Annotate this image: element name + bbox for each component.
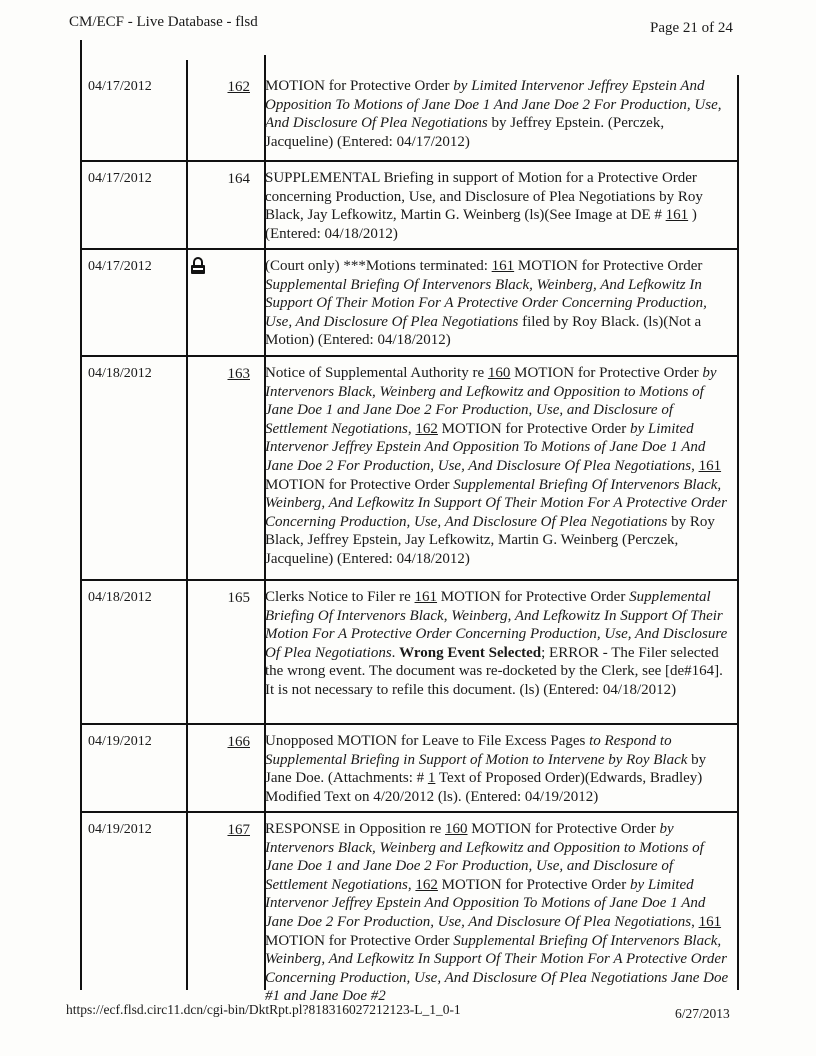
entry-date: 04/19/2012 <box>88 734 152 749</box>
entry-date: 04/19/2012 <box>88 822 152 837</box>
docket-ref-link[interactable]: 1 <box>427 770 436 787</box>
entry-text: MOTION for Protective Order by Limited Intervenor Jeffrey Epstein And Opposition To Motions of Jane Doe 1 And Jane Doe 2 For Production, Use, And Disclosure Of Plea Negotiations by Jeffrey Epstein. (Perczek, Jacqueline) (Entered: 04/17/2012) <box>265 78 722 150</box>
entry-number: 164 <box>227 171 250 187</box>
entry-number: 165 <box>227 590 250 606</box>
entry-date: 04/17/2012 <box>88 259 152 274</box>
docket-ref-link[interactable]: 161 <box>414 589 438 605</box>
page-number: Page 21 of 24 <box>650 20 733 36</box>
entry-number-link[interactable]: 162 <box>227 79 250 95</box>
entry-date: 04/18/2012 <box>88 590 152 605</box>
entry-text: SUPPLEMENTAL Briefing in support of Motion for a Protective Order concerning Production, Use, and Disclosure of Plea Negotiations by Roy Black, Jay Lefkowitz, Martin G. Weinberg (ls)(See Image at DE # 161 ) (Entered: 04/18/2012) <box>265 170 703 242</box>
docket-ref-link[interactable]: 162 <box>415 876 438 893</box>
entry-number-link[interactable]: 167 <box>227 822 250 838</box>
docket-ref-link[interactable]: 160 <box>487 365 511 381</box>
docket-row <box>80 725 738 813</box>
docket-row <box>80 813 738 1005</box>
docket-row <box>80 250 738 357</box>
entry-date: 04/17/2012 <box>88 79 152 94</box>
entry-date: 04/18/2012 <box>88 366 152 381</box>
docket-ref-link[interactable]: 161 <box>698 457 722 474</box>
entry-text: Clerks Notice to Filer re 161 MOTION for Protective Order Supplemental Briefing Of Intervenors Black, Weinberg, And Lefkowitz In Support Of Their Motion For A Protective Order Concerning Production, Use, And Disclosure Of Plea Negotiations. Wrong Event Selected; ERROR - The Filer selected the wrong event. The document was re-docketed by the Clerk, see [de#164]. It is not necessary to refile this document. (ls) (Entered: 04/18/2012) <box>265 589 728 698</box>
entry-text: (Court only) ***Motions terminated: 161 MOTION for Protective Order Supplemental Briefing Of Intervenors Black, Weinberg, And Lefkowitz In Support Of Their Motion For A Protective Order Concerning Production, Use, And Disclosure Of Plea Negotiations filed by Roy Black. (ls)(Not a Motion) (Entered: 04/18/2012) <box>265 258 707 349</box>
docket-ref-link[interactable]: 162 <box>415 420 438 437</box>
docket-row <box>80 70 738 162</box>
footer-url: https://ecf.flsd.circ11.dcn/cgi-bin/DktRpt.pl?818316027212123-L_1_0-1 <box>66 1002 461 1017</box>
entry-text: Notice of Supplemental Authority re 160 MOTION for Protective Order by Intervenors Black, Weinberg and Lefkowitz and Opposition to Motions of Jane Doe 1 and Jane Doe 2 For Production, Use, and Disclosure of Settlement Negotiations, 162 MOTION for Protective Order by Limited Intervenor Jeffrey Epstein And Opposition To Motions of Jane Doe 1 And Jane Doe 2 For Production, Use, And Disclosure Of Plea Negotiations, 161 MOTION for Protective Order Supplemental Briefing Of Intervenors Black, Weinberg, And Lefkowitz In Support Of Their Motion For A Protective Order Concerning Production, Use, And Disclosure Of Plea Negotiations by Roy Black, Jeffrey Epstein, Jay Lefkowitz, Martin G. Weinberg (Perczek, Jacqueline) (Entered: 04/18/2012) <box>265 365 727 567</box>
docket-ref-link[interactable]: 161 <box>491 258 515 274</box>
docket-table <box>80 70 738 1005</box>
entry-number-link[interactable]: 166 <box>227 734 250 750</box>
docket-row <box>80 357 738 581</box>
lock-icon <box>190 257 206 280</box>
entry-number-link[interactable]: 163 <box>227 366 250 382</box>
docket-ref-link[interactable]: 161 <box>698 913 722 930</box>
entry-text: RESPONSE in Opposition re 160 MOTION for Protective Order by Intervenors Black, Weinberg and Lefkowitz and Opposition to Motions of Jane Doe 1 and Jane Doe 2 For Production, Use, and Disclosure of Settlement Negotiations, 162 MOTION for Protective Order by Limited Intervenor Jeffrey Epstein And Opposition To Motions of Jane Doe 1 And Jane Doe 2 For Production, Use, And Disclosure Of Plea Negotiations, 161 MOTION for Protective Order Supplemental Briefing Of Intervenors Black, Weinberg, And Lefkowitz In Support Of Their Motion For A Protective Order Concerning Production, Use, And Disclosure Of Plea Negotiations Jane Doe #1 and Jane Doe #2 <box>265 821 729 1005</box>
docket-row <box>80 162 738 250</box>
entry-number <box>180 250 258 355</box>
page-header-title: CM/ECF - Live Database - flsd <box>69 14 258 30</box>
footer-date: 6/27/2013 <box>675 1006 730 1021</box>
docket-row <box>80 581 738 725</box>
entry-text: Unopposed MOTION for Leave to File Excess Pages to Respond to Supplemental Briefing in Support of Motion to Intervene by Roy Black by Jane Doe. (Attachments: # 1 Text of Proposed Order)(Edwards, Bradley) Modified Text on 4/20/2012 (ls). (Entered: 04/19/2012) <box>265 733 707 805</box>
docket-ref-link[interactable]: 161 <box>665 207 689 224</box>
entry-date: 04/17/2012 <box>88 171 152 186</box>
docket-ref-link[interactable]: 160 <box>445 821 468 837</box>
